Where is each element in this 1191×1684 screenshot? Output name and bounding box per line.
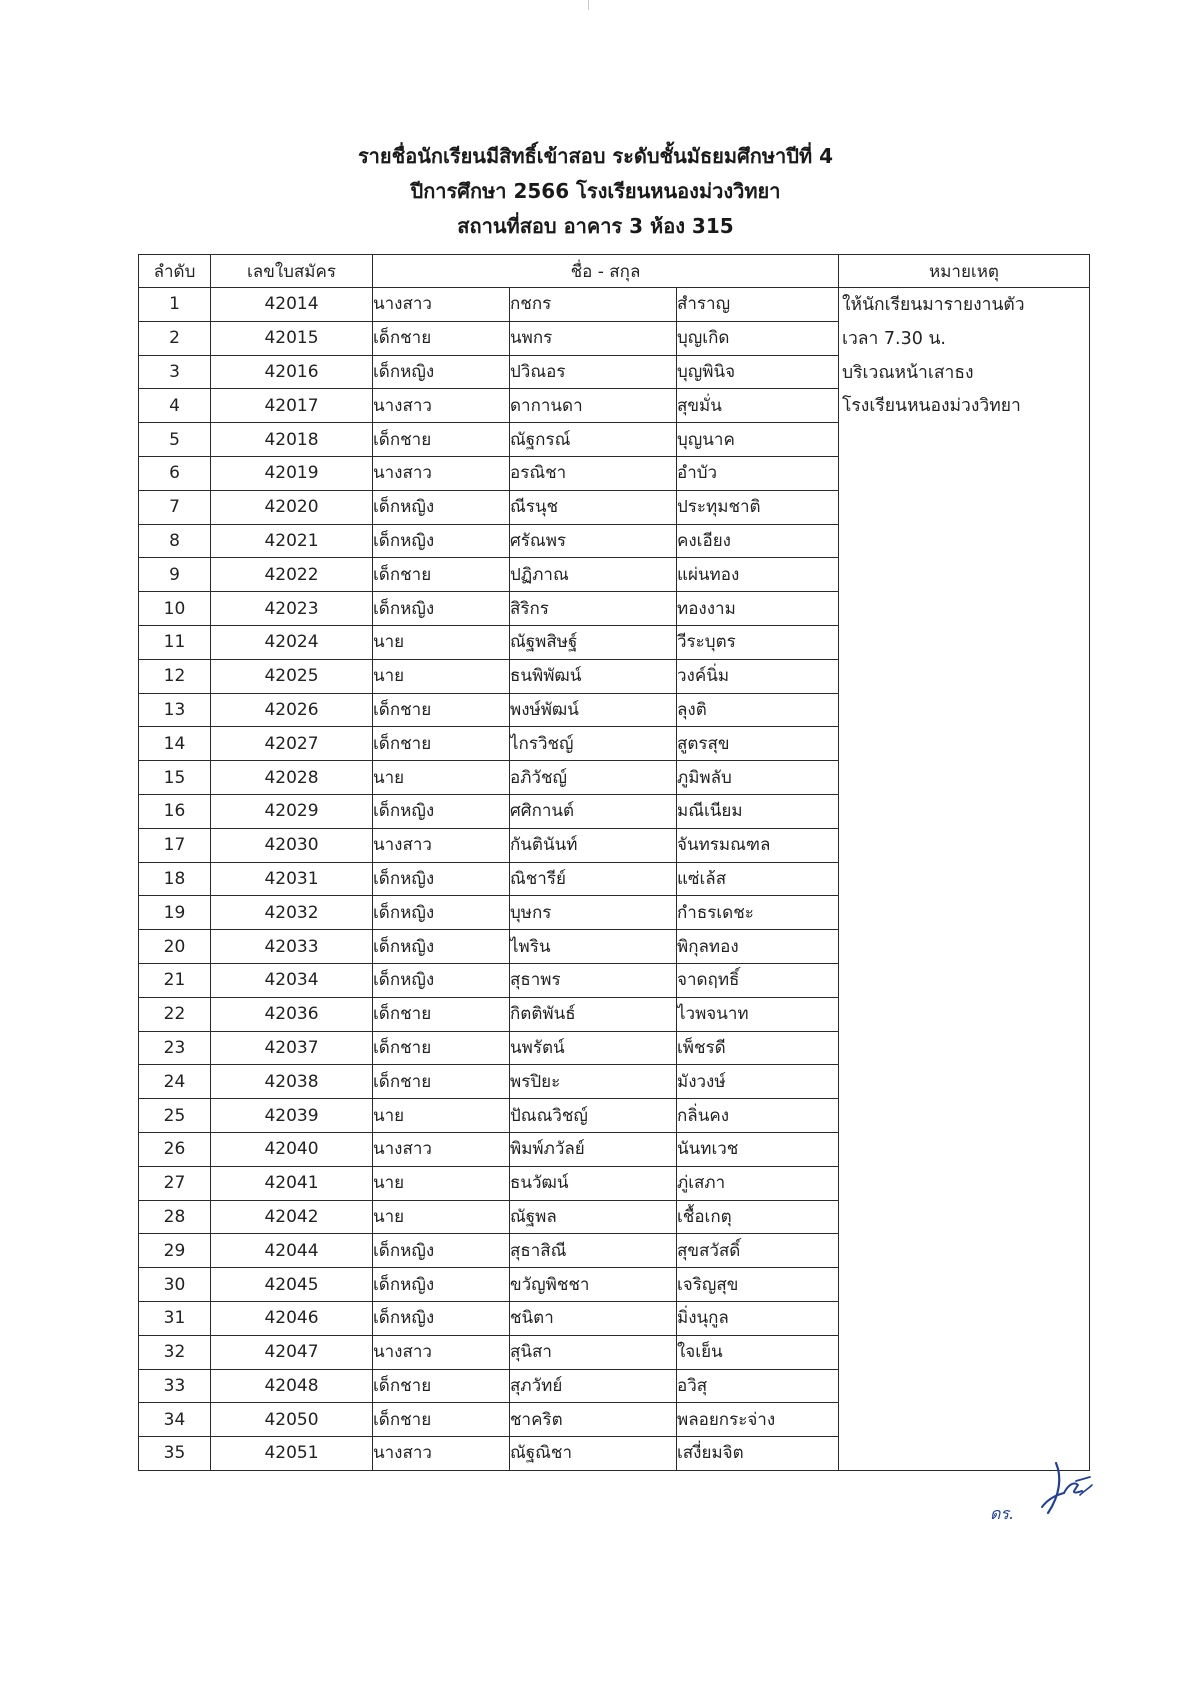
remark-line: บริเวณหน้าเสาธง	[842, 362, 974, 383]
row-first-name: ไพริน	[510, 930, 677, 964]
row-first-name: ชนิตา	[510, 1301, 677, 1335]
column-header-name: ชื่อ - สกุล	[373, 255, 839, 288]
row-first-name: กิตติพันธ์	[510, 997, 677, 1031]
row-number: 21	[139, 963, 211, 997]
row-name-prefix: นางสาว	[373, 288, 510, 322]
row-last-name: แซ่เล้ส	[677, 862, 839, 896]
row-number: 19	[139, 896, 211, 930]
row-name-prefix: เด็กหญิง	[373, 524, 510, 558]
row-first-name: ณัฐณิชา	[510, 1437, 677, 1471]
row-name-prefix: เด็กหญิง	[373, 930, 510, 964]
row-first-name: ธนวัฒน์	[510, 1166, 677, 1200]
row-first-name: อรณิชา	[510, 456, 677, 490]
row-number: 1	[139, 288, 211, 322]
row-name-prefix: เด็กหญิง	[373, 1268, 510, 1302]
remark-line: โรงเรียนหนองม่วงวิทยา	[842, 396, 1021, 417]
row-application-id: 42048	[211, 1369, 373, 1403]
row-last-name: สุขสวัสดิ์	[677, 1234, 839, 1268]
row-number: 20	[139, 930, 211, 964]
row-last-name: บุญนาค	[677, 423, 839, 457]
row-number: 7	[139, 490, 211, 524]
row-number: 24	[139, 1065, 211, 1099]
row-first-name: ปวิณอร	[510, 355, 677, 389]
row-last-name: สำราญ	[677, 288, 839, 322]
row-number: 13	[139, 693, 211, 727]
row-number: 23	[139, 1031, 211, 1065]
row-first-name: ไกรวิชญ์	[510, 727, 677, 761]
row-application-id: 42044	[211, 1234, 373, 1268]
row-last-name: มณีเนียม	[677, 794, 839, 828]
row-last-name: จาดฤทธิ์	[677, 963, 839, 997]
row-name-prefix: นางสาว	[373, 456, 510, 490]
row-name-prefix: นางสาว	[373, 1335, 510, 1369]
row-number: 5	[139, 423, 211, 457]
scan-top-mark	[588, 0, 589, 10]
row-number: 14	[139, 727, 211, 761]
row-application-id: 42023	[211, 592, 373, 626]
row-number: 31	[139, 1301, 211, 1335]
row-last-name: วงค์นิ่ม	[677, 659, 839, 693]
row-name-prefix: นางสาว	[373, 1437, 510, 1471]
row-first-name: ดากานดา	[510, 389, 677, 423]
row-number: 15	[139, 761, 211, 795]
row-first-name: บุษกร	[510, 896, 677, 930]
row-first-name: ณัฐพสิษฐ์	[510, 625, 677, 659]
row-first-name: ธนพิพัฒน์	[510, 659, 677, 693]
row-application-id: 42029	[211, 794, 373, 828]
row-number: 10	[139, 592, 211, 626]
row-first-name: ณัฐกรณ์	[510, 423, 677, 457]
row-first-name: อภิวัชญ์	[510, 761, 677, 795]
row-application-id: 42031	[211, 862, 373, 896]
row-first-name: ณิชารีย์	[510, 862, 677, 896]
row-application-id: 42024	[211, 625, 373, 659]
row-number: 16	[139, 794, 211, 828]
row-first-name: นพรัตน์	[510, 1031, 677, 1065]
row-first-name: นพกร	[510, 321, 677, 355]
row-application-id: 42036	[211, 997, 373, 1031]
row-name-prefix: เด็กหญิง	[373, 794, 510, 828]
row-first-name: ณัฐพล	[510, 1200, 677, 1234]
row-application-id: 42040	[211, 1132, 373, 1166]
row-name-prefix: เด็กหญิง	[373, 490, 510, 524]
row-last-name: มิ่งนุกูล	[677, 1301, 839, 1335]
row-number: 17	[139, 828, 211, 862]
row-last-name: กำธรเดชะ	[677, 896, 839, 930]
row-name-prefix: เด็กหญิง	[373, 862, 510, 896]
row-first-name: สุธาพร	[510, 963, 677, 997]
row-first-name: ขวัญพิชชา	[510, 1268, 677, 1302]
row-number: 2	[139, 321, 211, 355]
student-roster-table	[138, 254, 1090, 1471]
row-number: 32	[139, 1335, 211, 1369]
row-last-name: ภู่เสภา	[677, 1166, 839, 1200]
row-last-name: เชื้อเกตุ	[677, 1200, 839, 1234]
row-first-name: พิมพ์ภวัลย์	[510, 1132, 677, 1166]
row-first-name: ปัณณวิชญ์	[510, 1099, 677, 1133]
row-last-name: เสงี่ยมจิต	[677, 1437, 839, 1471]
row-last-name: ประทุมชาติ	[677, 490, 839, 524]
row-name-prefix: เด็กชาย	[373, 1369, 510, 1403]
row-name-prefix: เด็กชาย	[373, 727, 510, 761]
row-name-prefix: นาย	[373, 659, 510, 693]
row-first-name: ณีรนุช	[510, 490, 677, 524]
row-first-name: ชาคริต	[510, 1403, 677, 1437]
row-name-prefix: เด็กหญิง	[373, 592, 510, 626]
remark-line: เวลา 7.30 น.	[842, 328, 946, 349]
signature	[990, 1455, 1095, 1525]
title-line-1: รายชื่อนักเรียนมีสิทธิ์เข้าสอบ ระดับชั้นมัธยมศึกษาปีที่ 4	[357, 144, 834, 168]
row-application-id: 42018	[211, 423, 373, 457]
row-number: 6	[139, 456, 211, 490]
row-name-prefix: นาย	[373, 1200, 510, 1234]
row-application-id: 42038	[211, 1065, 373, 1099]
row-application-id: 42014	[211, 288, 373, 322]
title-line-2: ปีการศึกษา 2566 โรงเรียนหนองม่วงวิทยา	[410, 179, 781, 203]
row-last-name: สุขมั่น	[677, 389, 839, 423]
row-last-name: สูตรสุข	[677, 727, 839, 761]
row-name-prefix: เด็กหญิง	[373, 896, 510, 930]
table-row	[139, 288, 1090, 322]
row-name-prefix: นางสาว	[373, 828, 510, 862]
row-last-name: นันทเวช	[677, 1132, 839, 1166]
row-number: 8	[139, 524, 211, 558]
row-number: 28	[139, 1200, 211, 1234]
row-first-name: สุภวัทย์	[510, 1369, 677, 1403]
row-application-id: 42030	[211, 828, 373, 862]
row-first-name: สิริกร	[510, 592, 677, 626]
row-last-name: ทองงาม	[677, 592, 839, 626]
row-application-id: 42039	[211, 1099, 373, 1133]
row-number: 3	[139, 355, 211, 389]
row-name-prefix: นาย	[373, 761, 510, 795]
row-name-prefix: เด็กชาย	[373, 423, 510, 457]
row-number: 35	[139, 1437, 211, 1471]
row-first-name: ปฏิภาณ	[510, 558, 677, 592]
table-body	[139, 288, 1090, 1471]
row-first-name: พงษ์พัฒน์	[510, 693, 677, 727]
row-application-id: 42019	[211, 456, 373, 490]
row-application-id: 42042	[211, 1200, 373, 1234]
row-application-id: 42037	[211, 1031, 373, 1065]
row-last-name: คงเอียง	[677, 524, 839, 558]
row-last-name: ภูมิพลับ	[677, 761, 839, 795]
row-last-name: อวิสุ	[677, 1369, 839, 1403]
row-number: 25	[139, 1099, 211, 1133]
row-name-prefix: นางสาว	[373, 389, 510, 423]
row-application-id: 42015	[211, 321, 373, 355]
row-application-id: 42047	[211, 1335, 373, 1369]
row-name-prefix: เด็กชาย	[373, 997, 510, 1031]
row-number: 11	[139, 625, 211, 659]
row-first-name: ศศิกานต์	[510, 794, 677, 828]
column-header-remark: หมายเหตุ	[839, 255, 1090, 288]
row-application-id: 42027	[211, 727, 373, 761]
row-application-id: 42016	[211, 355, 373, 389]
row-last-name: แผ่นทอง	[677, 558, 839, 592]
row-last-name: พลอยกระจ่าง	[677, 1403, 839, 1437]
row-application-id: 42046	[211, 1301, 373, 1335]
row-first-name: สุนิสา	[510, 1335, 677, 1369]
row-number: 34	[139, 1403, 211, 1437]
row-number: 18	[139, 862, 211, 896]
row-last-name: ใจเย็น	[677, 1335, 839, 1369]
row-last-name: บุญเกิด	[677, 321, 839, 355]
row-number: 12	[139, 659, 211, 693]
document-header	[0, 138, 1191, 243]
row-name-prefix: เด็กชาย	[373, 1065, 510, 1099]
row-application-id: 42050	[211, 1403, 373, 1437]
row-application-id: 42028	[211, 761, 373, 795]
column-header-application-id: เลขใบสมัคร	[211, 255, 373, 288]
row-application-id: 42045	[211, 1268, 373, 1302]
title-line-3: สถานที่สอบ อาคาร 3 ห้อง 315	[457, 214, 734, 238]
row-name-prefix: เด็กชาย	[373, 1031, 510, 1065]
row-last-name: อำบัว	[677, 456, 839, 490]
row-last-name: เจริญสุข	[677, 1268, 839, 1302]
row-application-id: 42020	[211, 490, 373, 524]
row-last-name: ลุงติ	[677, 693, 839, 727]
row-last-name: บุญพินิจ	[677, 355, 839, 389]
row-last-name: กลิ่นคง	[677, 1099, 839, 1133]
row-last-name: เพ็ชรดี	[677, 1031, 839, 1065]
row-application-id: 42032	[211, 896, 373, 930]
row-last-name: มังวงษ์	[677, 1065, 839, 1099]
remark-cell	[839, 288, 1090, 1471]
column-header-number: ลำดับ	[139, 255, 211, 288]
row-application-id: 42025	[211, 659, 373, 693]
row-first-name: สุธาสิณี	[510, 1234, 677, 1268]
row-name-prefix: เด็กหญิง	[373, 1301, 510, 1335]
remark-line: ให้นักเรียนมารายงานตัว	[842, 295, 1025, 315]
row-last-name: จันทรมณฑล	[677, 828, 839, 862]
row-number: 22	[139, 997, 211, 1031]
row-first-name: กชกร	[510, 288, 677, 322]
row-number: 27	[139, 1166, 211, 1200]
row-number: 29	[139, 1234, 211, 1268]
row-number: 26	[139, 1132, 211, 1166]
row-name-prefix: เด็กหญิง	[373, 963, 510, 997]
row-number: 4	[139, 389, 211, 423]
row-first-name: กันตินันท์	[510, 828, 677, 862]
row-name-prefix: เด็กหญิง	[373, 1234, 510, 1268]
table-header-row	[139, 255, 1090, 288]
row-name-prefix: เด็กชาย	[373, 321, 510, 355]
row-application-id: 42033	[211, 930, 373, 964]
row-first-name: พรปิยะ	[510, 1065, 677, 1099]
row-application-id: 42026	[211, 693, 373, 727]
row-last-name: วีระบุตร	[677, 625, 839, 659]
row-name-prefix: เด็กชาย	[373, 1403, 510, 1437]
row-name-prefix: เด็กชาย	[373, 693, 510, 727]
row-number: 9	[139, 558, 211, 592]
row-name-prefix: นางสาว	[373, 1132, 510, 1166]
row-name-prefix: นาย	[373, 1166, 510, 1200]
row-application-id: 42051	[211, 1437, 373, 1471]
row-application-id: 42021	[211, 524, 373, 558]
row-name-prefix: เด็กหญิง	[373, 355, 510, 389]
signature-initials: ดร.	[990, 1504, 1015, 1523]
row-application-id: 42022	[211, 558, 373, 592]
row-first-name: ศรัณพร	[510, 524, 677, 558]
row-last-name: พิกุลทอง	[677, 930, 839, 964]
row-application-id: 42041	[211, 1166, 373, 1200]
row-application-id: 42034	[211, 963, 373, 997]
row-name-prefix: เด็กชาย	[373, 558, 510, 592]
row-number: 30	[139, 1268, 211, 1302]
row-number: 33	[139, 1369, 211, 1403]
row-name-prefix: นาย	[373, 1099, 510, 1133]
row-name-prefix: นาย	[373, 625, 510, 659]
row-application-id: 42017	[211, 389, 373, 423]
row-last-name: ไวพจนาท	[677, 997, 839, 1031]
